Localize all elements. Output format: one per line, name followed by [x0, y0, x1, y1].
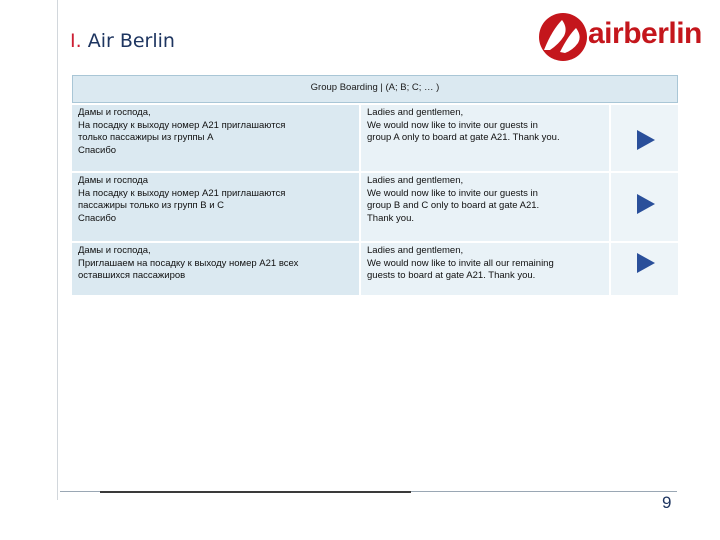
play-cell [611, 243, 678, 295]
play-icon[interactable] [637, 253, 655, 273]
table-header [72, 75, 678, 103]
table-row [72, 173, 678, 241]
slide-title [70, 30, 175, 52]
russian-text-cell: Дамы и господа, На посадку к выходу номер A21 приглашаются только пассажиры из группы A Спасибо [72, 105, 359, 171]
airberlin-wordmark: airberlin [588, 17, 702, 50]
announcement-table [72, 105, 678, 297]
english-text-cell: Ladies and gentlemen, We would now like to invite our guests in group B and C only to board at gate A21. Thank you. [361, 173, 609, 241]
play-cell [611, 105, 678, 171]
airberlin-logo-mark-icon [538, 6, 588, 64]
russian-text-cell: Дамы и господа, Приглашаем на посадку к выходу номер A21 всех оставшихся пассажиров [72, 243, 359, 295]
play-icon[interactable] [637, 194, 655, 214]
table-header-text: Group Boarding | (A; B; C; … ) [310, 82, 440, 93]
footer-divider [60, 491, 100, 492]
english-text-cell: Ladies and gentlemen, We would now like to invite our guests in group A only to board at gate A21. Thank you. [361, 105, 609, 171]
footer-divider [100, 491, 411, 493]
left-margin-rule [57, 0, 58, 500]
table-row [72, 243, 678, 295]
footer-divider [411, 491, 677, 492]
title-number: I. [70, 30, 82, 52]
table-row [72, 105, 678, 171]
play-icon[interactable] [637, 130, 655, 150]
english-text-cell: Ladies and gentlemen, We would now like to invite all our remaining guests to board at gate A21. Thank you. [361, 243, 609, 295]
title-text: Air Berlin [87, 30, 175, 52]
russian-text-cell: Дамы и господа На посадку к выходу номер A21 приглашаются пассажиры только из групп B и C Спасибо [72, 173, 359, 241]
page-number: 9 [662, 493, 672, 512]
play-cell [611, 173, 678, 241]
airberlin-logo [538, 6, 708, 66]
